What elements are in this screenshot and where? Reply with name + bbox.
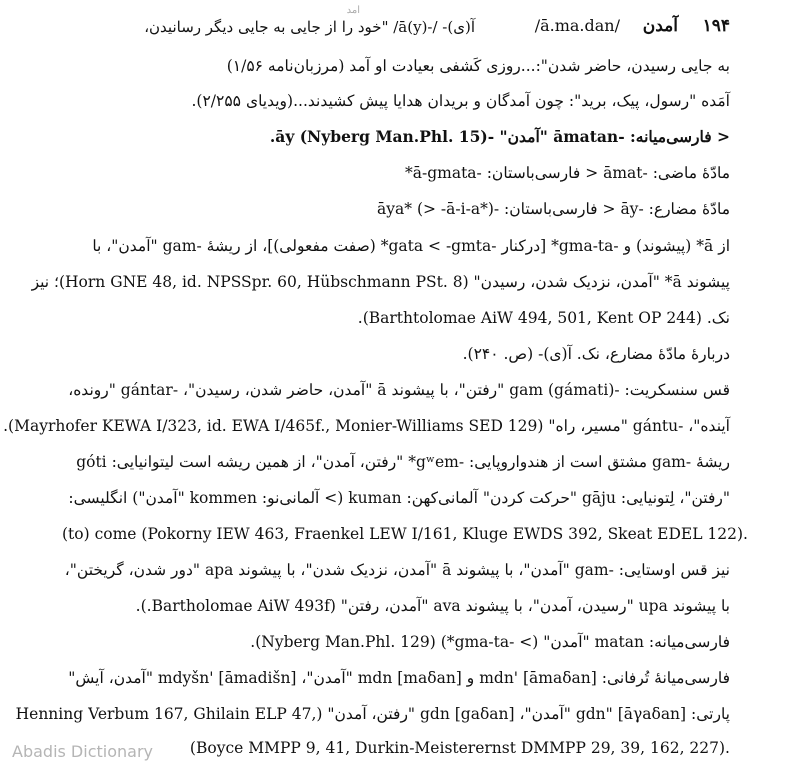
text-line: مادّهٔ ماضی: -āmat < فارسی‌باستان: -ā-gmata* (404, 164, 730, 182)
text-line: به جایی رسیدن، حاضر شدن":...روزی کَشفی بعیادت او آمد (مرزبان‌نامه ۱/۵۶) (226, 57, 730, 75)
page-header (62, 5, 730, 46)
text-line: پارتی: gdn" [āγaδan] "آمدن"، gdn [gaδan] "رفتن، آمدن" (,Henning Verbum 167, Ghilain ELP 47 (15, 705, 730, 723)
watermark: Abadis Dictionary (12, 742, 153, 761)
headword-transcription: /ā.ma.dan/ (534, 16, 620, 35)
small-note: امد (346, 5, 360, 16)
text-line: (Boyce MMPP 9, 41, Durkin-Meisterernst DMMPP 29, 39, 162, 227). (189, 739, 730, 757)
page-number: ۱۹۴ (702, 16, 730, 36)
text-line: (to) come (Pokorny IEW 463, Fraenkel LEW I/161, Kluge EWDS 392, Skeat EDEL 122). (62, 525, 748, 543)
text-line: آمَده "رسول، پیک، برید": چون آمدگان و بریدان هدایا پیش کشیدند...(ویدیای ۲/۲۵۵). (191, 92, 730, 110)
text-line: < فارسی‌میانه: -āmatan "آمدن" -āy (Nyberg Man.Phl. 15). (269, 127, 730, 146)
text-line: دربارهٔ مادّهٔ مضارع، نک. آ(ی)- (ص. ۲۴۰). (462, 345, 730, 363)
text-line: ریشهٔ -gam مشتق است از هندواروپایی: -gʷem* "رفتن، آمدن"، از همین ریشه است لیتوانیایی: góti (76, 453, 730, 471)
text-line: آینده"، -gántu "مسیر، راه" (Mayrhofer KEWA I/323, id. EWA I/465f., Monier-Williams SED 129). (3, 417, 730, 435)
text-line: فارسی‌میانهٔ تُرفانی: mdn' [āmaδan] و mdn [maδan] "آمدن"، mdyšn' [āmadišn] "آمدن، آیش" (68, 669, 730, 687)
text-line: نیز قس اوستایی: -gam "آمدن"، با پیشوند ā "آمدن، نزدیک شدن"، با پیشوند apa "دور شدن، گریختن"، (64, 561, 730, 579)
headword: آمدن (642, 16, 678, 36)
text-line: پیشوند ā* "آمدن، نزدیک شدن، رسیدن" (Horn GNE 48, id. NPSSpr. 60, Hübschmann PSt. 8)؛ نیز (31, 273, 730, 291)
text-line: فارسی‌میانه: matan "آمدن" (> -gma-ta*) (Nyberg Man.Phl. 129). (250, 633, 730, 651)
text-line: مادّهٔ مضارع: -āy < فارسی‌باستان: -āya* (> -ā-i-a*) (377, 200, 730, 218)
text-line: از ā* (پیشوند) و -gma-ta* [درکنار -gata < -gmta* (صفت مفعولی)]، از ریشهٔ -gam "آمدن"، با (92, 237, 730, 255)
text-line: قس سنسکریت: -gam (gámati) "رفتن"، با پیشوند ā "آمدن، حاضر شدن، رسیدن"، -gántar "رونده، (68, 381, 730, 399)
text-line: با پیشوند upa "رسیدن، آمدن"، با پیشوند ava "آمدن، رفتن" (Bartholomae AiW 493f.). (135, 597, 730, 615)
text-line: "رفتن"، لِتونیایی: gāju "حرکت کردن" آلمانی‌کهن: kuman (> آلمانی‌نو: kommen "آمدن") انگلیسی: (68, 489, 730, 507)
headword-definition: آ(ی)- /-ā(y)/ "خود را از جایی به جایی دیگر رسانیدن، (144, 18, 475, 36)
text-line: نک. (Barthtolomae AiW 494, 501, Kent OP 244). (357, 309, 730, 327)
